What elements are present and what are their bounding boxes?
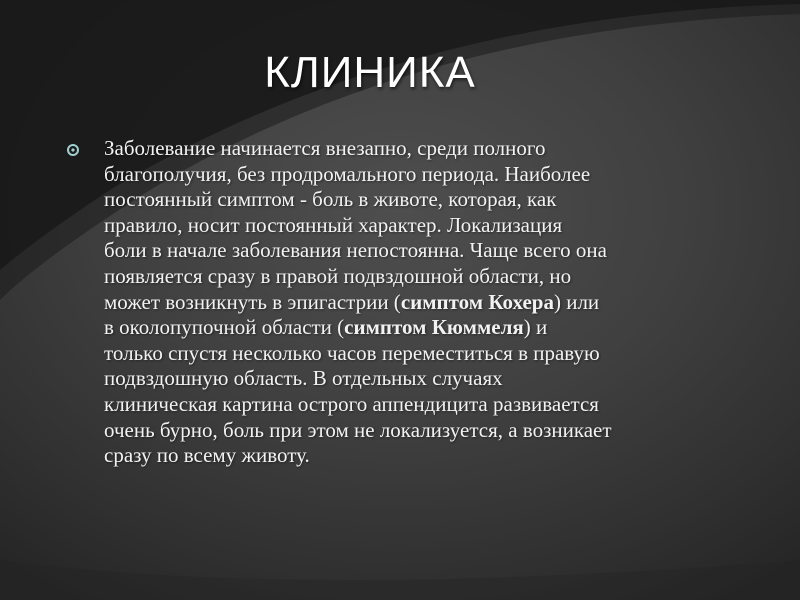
text-fragment: ) или xyxy=(553,289,600,314)
text-line: подвздошную область. В отдельных случаях xyxy=(104,366,503,391)
slide-content xyxy=(58,136,758,469)
text-line: Заболевание начинается внезапно, среди полного xyxy=(104,136,546,160)
slide-title: КЛИНИКА xyxy=(264,48,476,97)
body-paragraph xyxy=(104,136,756,469)
text-line: клиническая картина острого аппендицита развивается xyxy=(104,391,599,416)
kocher-symptom-term: симптом Кохера xyxy=(400,289,554,314)
text-line: правило, носит постоянный характер. Локализация xyxy=(104,212,563,237)
text-fragment: ) и xyxy=(523,315,548,340)
text-line: благополучия, без продромального периода. Наиболее xyxy=(104,161,591,186)
kummel-symptom-term: симптом Кюммеля xyxy=(344,315,524,340)
text-line: постоянный симптом - боль в животе, которая, как xyxy=(104,187,557,212)
text-line: сразу по всему животу. xyxy=(104,443,310,468)
text-line: только спустя несколько часов переместиться в правую xyxy=(104,340,600,365)
text-line: очень бурно, боль при этом не локализуется, а возникает xyxy=(104,417,612,442)
text-fragment: в околопупочной области ( xyxy=(104,315,345,340)
text-line xyxy=(104,315,756,341)
ring-bullet-icon xyxy=(66,143,80,157)
text-fragment: может возникнуть в эпигастрии ( xyxy=(104,289,401,314)
text-line: боли в начале заболевания непостоянна. Чаще всего она xyxy=(104,238,607,263)
text-line: появляется сразу в правой подвздошной области, но xyxy=(104,263,572,288)
text-line xyxy=(104,290,756,316)
